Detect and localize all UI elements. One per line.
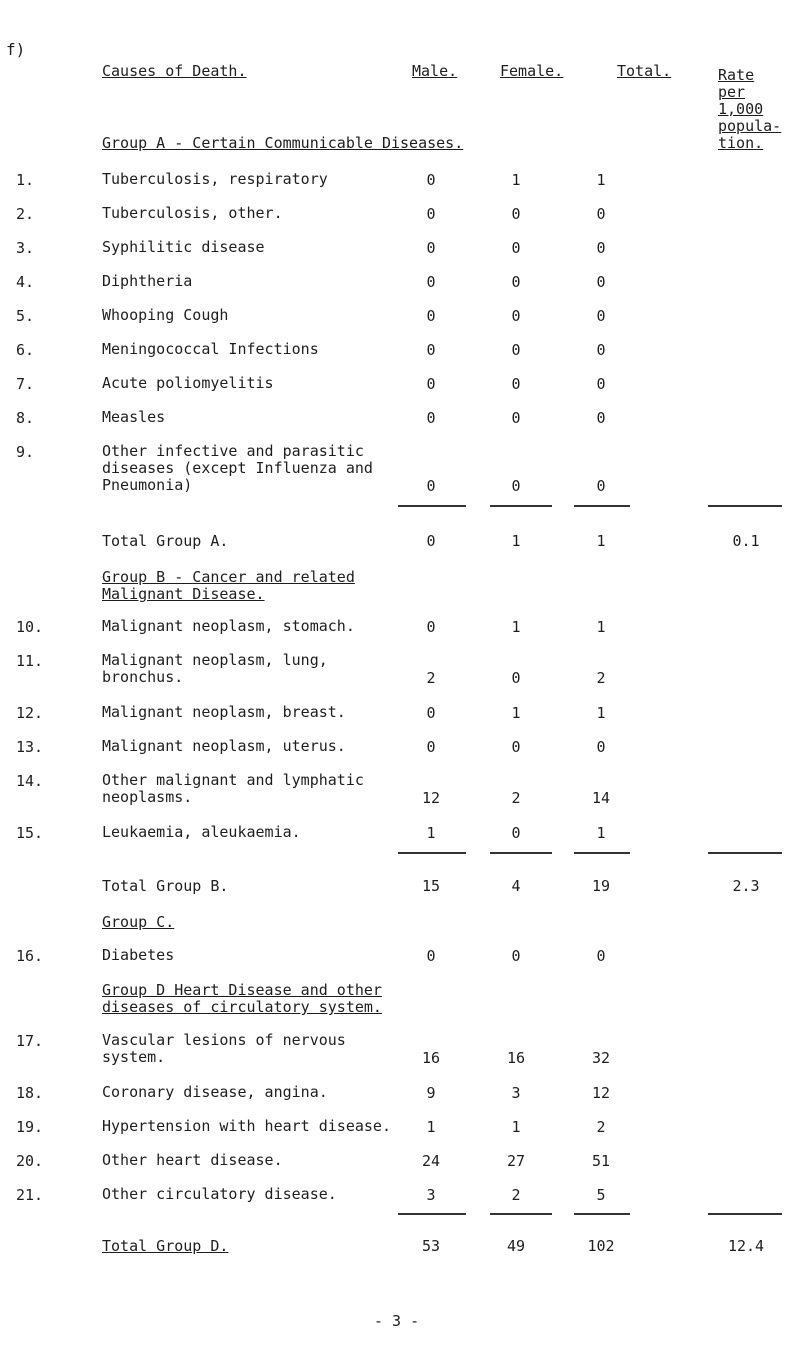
rate-header-line3: 1,000 [718,100,764,118]
group-total-rate: 12.4 [727,1237,765,1255]
female-count: 0 [511,341,521,359]
total-rule-total [574,852,630,854]
male-count: 0 [426,477,436,495]
causes-header: Causes of Death. [102,62,247,80]
male-count: 16 [421,1049,441,1067]
group-total-male: 53 [421,1237,441,1255]
row-number: 5. [16,307,35,325]
row-number: 16. [16,947,44,965]
total-count: 2 [596,1118,606,1136]
cause-label: Malignant neoplasm, lung, bronchus. [102,651,328,686]
female-count: 0 [511,205,521,223]
total-rule-total [574,1213,630,1215]
row-number: 1. [16,171,35,189]
row-number: 4. [16,273,35,291]
total-count: 0 [596,477,606,495]
group-total-female: 49 [506,1237,526,1255]
cause-label: Acute poliomyelitis [102,374,274,392]
total-count: 12 [591,1084,611,1102]
female-count: 1 [511,171,521,189]
row-number: 18. [16,1084,44,1102]
male-count: 0 [426,171,436,189]
total-count: 5 [596,1186,606,1204]
row-number: 9. [16,443,35,461]
group-total-label: Total Group A. [102,532,229,550]
female-count: 1 [511,1118,521,1136]
total-count: 0 [596,341,606,359]
total-rule-rate [708,1213,782,1215]
page-marker: f) [6,40,26,59]
cause-label: Malignant neoplasm, uterus. [102,737,346,755]
row-number: 20. [16,1152,44,1170]
male-header: Male. [412,62,458,80]
row-number: 14. [16,772,44,790]
total-count: 0 [596,307,606,325]
male-count: 0 [426,618,436,636]
group-total-rate: 0.1 [732,532,760,550]
cause-label: Whooping Cough [102,306,229,324]
group-total-female: 4 [511,877,521,895]
total-count: 51 [591,1152,611,1170]
total-rule-male [398,1213,466,1215]
group-total-total: 19 [591,877,611,895]
cause-label: Tuberculosis, other. [102,204,283,222]
total-count: 0 [596,239,606,257]
cause-label: Malignant neoplasm, breast. [102,703,346,721]
group-total-male: 0 [426,532,436,550]
total-header: Total. [617,62,672,80]
rate-header-line2: per [718,83,746,101]
female-count: 27 [506,1152,526,1170]
female-count: 0 [511,669,521,687]
cause-label: Other malignant and lymphatic neoplasms. [102,771,364,806]
group-total-rate: 2.3 [732,877,760,895]
row-number: 3. [16,239,35,257]
cause-label: Malignant neoplasm, stomach. [102,617,355,635]
rate-header-line4: popula- [718,117,782,135]
row-number: 2. [16,205,35,223]
male-count: 0 [426,239,436,257]
female-count: 1 [511,618,521,636]
row-number: 11. [16,652,44,670]
group-total-total: 1 [596,532,606,550]
female-count: 0 [511,375,521,393]
row-number: 12. [16,704,44,722]
group-total-label: Total Group B. [102,877,229,895]
total-rule-rate [708,505,782,507]
male-count: 0 [426,273,436,291]
row-number: 10. [16,618,44,636]
row-number: 21. [16,1186,44,1204]
female-count: 0 [511,947,521,965]
total-count: 32 [591,1049,611,1067]
male-count: 2 [426,669,436,687]
male-count: 0 [426,409,436,427]
group-b-title: Group B - Cancer and related [102,568,355,586]
group-total-female: 1 [511,532,521,550]
total-rule-male [398,505,466,507]
male-count: 0 [426,738,436,756]
male-count: 0 [426,947,436,965]
rate-header-line5: tion. [718,134,764,152]
cause-label: Other heart disease. [102,1151,283,1169]
female-header: Female. [500,62,564,80]
female-count: 1 [511,704,521,722]
female-count: 16 [506,1049,526,1067]
rate-header-line1: Rate [718,66,755,84]
female-count: 2 [511,1186,521,1204]
female-count: 2 [511,789,521,807]
male-count: 0 [426,205,436,223]
cause-label: Other infective and parasitic diseases (except Influenza and Pneumonia) [102,442,373,494]
total-count: 0 [596,409,606,427]
total-count: 14 [591,789,611,807]
cause-label: Coronary disease, angina. [102,1083,328,1101]
cause-label: Vascular lesions of nervous system. [102,1031,346,1066]
group-d-title: Group D Heart Disease and other [102,981,382,999]
cause-label: Tuberculosis, respiratory [102,170,328,188]
row-number: 7. [16,375,35,393]
total-count: 0 [596,273,606,291]
total-count: 1 [596,704,606,722]
cause-label: Hypertension with heart disease. [102,1117,391,1135]
male-count: 12 [421,789,441,807]
group-a-title: Group A - Certain Communicable Diseases. [102,134,464,152]
total-count: 0 [596,947,606,965]
cause-label: Syphilitic disease [102,238,265,256]
male-count: 24 [421,1152,441,1170]
row-number: 19. [16,1118,44,1136]
female-count: 0 [511,409,521,427]
row-number: 17. [16,1032,44,1050]
total-rule-rate [708,852,782,854]
total-rule-female [490,852,552,854]
group-c-title: Group C. [102,913,175,931]
total-count: 0 [596,205,606,223]
row-number: 15. [16,824,44,842]
cause-label: Leukaemia, aleukaemia. [102,823,301,841]
female-count: 0 [511,239,521,257]
group-total-label: Total Group D. [102,1237,229,1255]
group-total-total: 102 [587,1237,615,1255]
male-count: 0 [426,307,436,325]
male-count: 0 [426,341,436,359]
row-number: 6. [16,341,35,359]
group-total-male: 15 [421,877,441,895]
total-count: 2 [596,669,606,687]
female-count: 0 [511,738,521,756]
row-number: 13. [16,738,44,756]
male-count: 9 [426,1084,436,1102]
total-count: 0 [596,375,606,393]
row-number: 8. [16,409,35,427]
cause-label: Other circulatory disease. [102,1185,337,1203]
male-count: 0 [426,375,436,393]
page-number: - 3 - [374,1312,420,1330]
cause-label: Diabetes [102,946,175,964]
group-d-subtitle: diseases of circulatory system. [102,998,382,1016]
cause-label: Diphtheria [102,272,193,290]
female-count: 0 [511,307,521,325]
male-count: 0 [426,704,436,722]
total-count: 0 [596,738,606,756]
female-count: 0 [511,273,521,291]
total-count: 1 [596,824,606,842]
female-count: 3 [511,1084,521,1102]
male-count: 1 [426,1118,436,1136]
female-count: 0 [511,824,521,842]
total-rule-male [398,852,466,854]
total-rule-female [490,1213,552,1215]
female-count: 0 [511,477,521,495]
cause-label: Meningococcal Infections [102,340,319,358]
male-count: 1 [426,824,436,842]
total-rule-female [490,505,552,507]
group-b-subtitle: Malignant Disease. [102,585,265,603]
total-count: 1 [596,618,606,636]
total-rule-total [574,505,630,507]
total-count: 1 [596,171,606,189]
male-count: 3 [426,1186,436,1204]
cause-label: Measles [102,408,166,426]
